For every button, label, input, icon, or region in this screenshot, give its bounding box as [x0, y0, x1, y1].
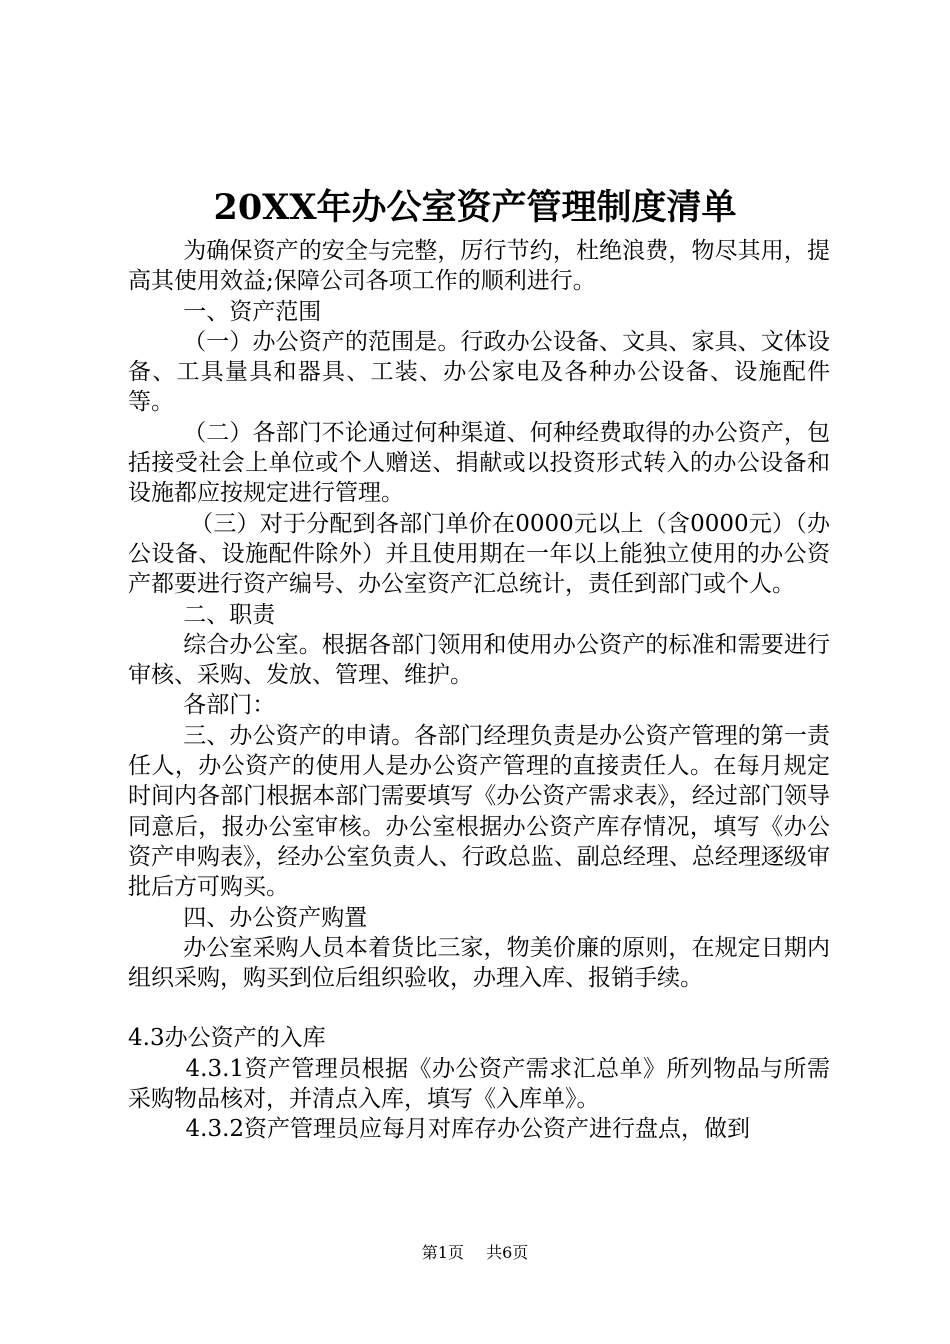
heading-asset-purchase: 四、办公资产购置	[183, 904, 368, 931]
heading-duties: 二、职责	[183, 601, 276, 628]
blank-line	[128, 993, 830, 1023]
document-body	[128, 236, 830, 1145]
paragraph-intro: 为确保资产的安全与完整，厉行节约，杜绝浪费，物尽其用，提高其使用效益;保障公司各项工作的顺利进行。	[128, 238, 830, 295]
paragraph-scope-2: （二）各部门不论通过何种渠道、何种经费取得的办公资产，包括接受社会上单位或个人赠送、捐献或以投资形式转入的办公设备和设施都应按规定进行管理。	[128, 419, 830, 507]
page-number: 第1页	[421, 1243, 464, 1262]
paragraph-asset-application: 三、办公资产的申请。各部门经理负责是办公资产管理的第一责任人，办公资产的使用人是办公资产管理的直接责任人。在每月规定时间内各部门根据本部门需要填写《办公资产需求表》，经过部门领导同意后，报办公室审核。办公室根据办公资产库存情况，填写《办公资产申购表》，经办公室负责人、行政总监、副总经理、总经理逐级审批后方可购买。	[128, 722, 830, 901]
heading-section-4-3: 4.3办公资产的入库	[128, 1025, 326, 1052]
page-footer	[0, 1242, 950, 1264]
paragraph-duties-departments: 各部门：	[183, 692, 276, 719]
paragraph-duties-office: 综合办公室。根据各部门领用和使用办公资产的标准和需要进行审核、采购、发放、管理、维护。	[128, 631, 830, 689]
paragraph-scope-3: （三）对于分配到各部门单价在0000元以上（含0000元）（办公设备、设施配件除外）并且使用期在一年以上能独立使用的办公资产都要进行资产编号、办公室资产汇总统计，责任到部门或个人。	[128, 510, 830, 598]
paragraph-scope-1: （一）办公资产的范围是。行政办公设备、文具、家具、文体设备、工具量具和器具、工装、办公家电及各种办公设备、设施配件等。	[128, 328, 830, 416]
paragraph-asset-purchase: 办公室采购人员本着货比三家，物美价廉的原则，在规定日期内组织采购，购买到位后组织验收，办理入库、报销手续。	[128, 934, 830, 992]
paragraph-section-4-3-2: 4.3.2资产管理员应每月对库存办公资产进行盘点，做到	[185, 1116, 751, 1143]
document-title: 20XX年办公室资产管理制度清单	[213, 187, 737, 228]
paragraph-section-4-3-1: 4.3.1资产管理员根据《办公资产需求汇总单》所列物品与所需采购物品核对，并清点入库，填写《入库单》。	[128, 1055, 830, 1113]
page-total: 共6页	[486, 1243, 529, 1262]
heading-asset-scope: 一、资产范围	[183, 298, 322, 325]
